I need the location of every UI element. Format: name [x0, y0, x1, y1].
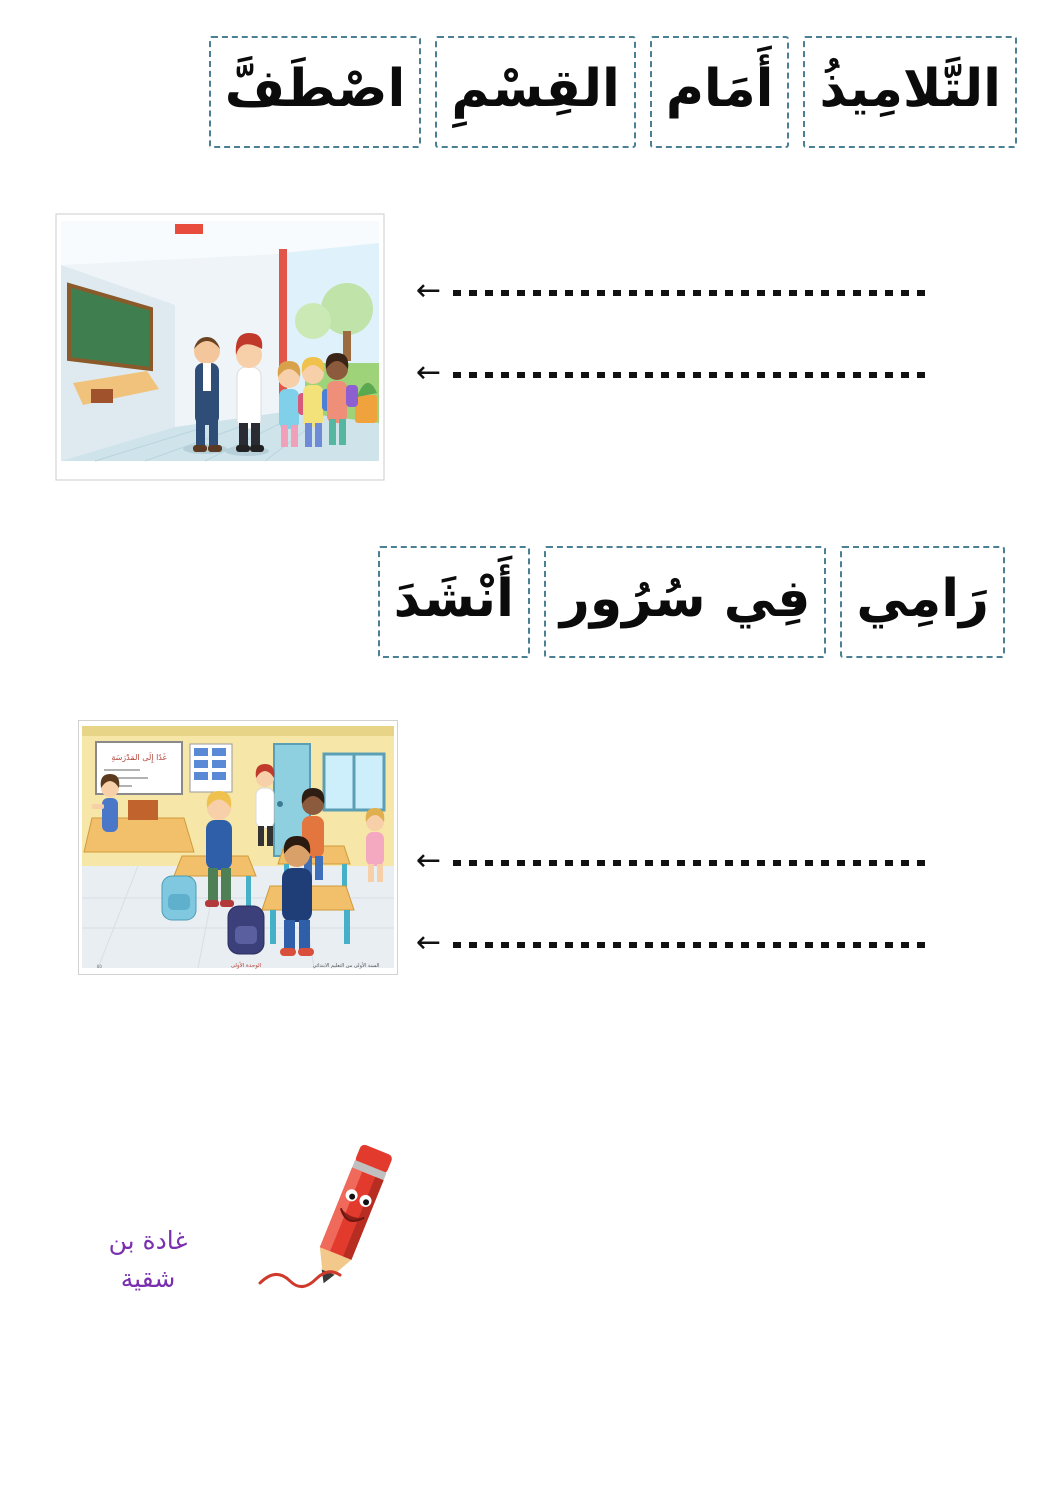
arrow-icon: ← — [415, 925, 441, 960]
word-card[interactable] — [840, 546, 1005, 658]
word-card-label: رَامِي — [856, 568, 989, 629]
dotted-writing-line[interactable] — [453, 942, 933, 948]
dotted-writing-line[interactable] — [453, 860, 933, 866]
write-line[interactable] — [415, 843, 933, 878]
illustration-lineup-image — [55, 213, 385, 481]
pencil-mascot-image — [250, 1135, 440, 1310]
word-card[interactable] — [650, 36, 790, 148]
answer-lines-1 — [415, 273, 933, 442]
word-card-label: القِسْمِ — [451, 58, 620, 119]
signature-line-1: غادة بن — [108, 1226, 188, 1255]
svg-text:الوحدة الأولى: الوحدة الأولى — [230, 963, 262, 969]
svg-text:السنة الأولى من التعليم الابتد: السنة الأولى من التعليم الابتدائي — [312, 963, 380, 969]
write-line[interactable] — [415, 925, 933, 960]
arrow-icon: ← — [415, 355, 441, 390]
word-card[interactable] — [209, 36, 422, 148]
illustration-classroom-image — [78, 720, 398, 975]
word-card[interactable] — [803, 36, 1017, 148]
signature-line-2: شقية — [120, 1263, 176, 1293]
answer-lines-2 — [415, 843, 933, 1012]
word-card-label: اصْطَفَّ — [224, 58, 406, 119]
word-card-row-2 — [378, 546, 1005, 658]
author-signature — [88, 1222, 208, 1297]
word-card[interactable] — [378, 546, 530, 658]
arrow-icon: ← — [415, 843, 441, 878]
dotted-writing-line[interactable] — [453, 290, 933, 296]
illustration-lineup — [55, 213, 385, 481]
word-card[interactable] — [544, 546, 827, 658]
pencil-mascot-icon — [250, 1135, 440, 1310]
word-card-label: فِي سُرُور — [559, 568, 811, 629]
svg-text:غَدًا إِلَى المَدْرَسَةِ: غَدًا إِلَى المَدْرَسَةِ — [111, 753, 167, 762]
word-card-label: التَّلامِيذُ — [819, 58, 1001, 119]
word-card[interactable] — [435, 36, 635, 148]
write-line[interactable] — [415, 355, 933, 390]
write-line[interactable] — [415, 273, 933, 308]
word-card-label: أَمَام — [665, 58, 774, 119]
arrow-icon: ← — [415, 273, 441, 308]
word-card-label: أَنْشَدَ — [393, 568, 514, 629]
dotted-writing-line[interactable] — [453, 372, 933, 378]
word-card-row-1 — [209, 36, 1017, 148]
illustration-classroom — [78, 720, 398, 975]
svg-text:٥٥: ٥٥ — [96, 964, 102, 970]
